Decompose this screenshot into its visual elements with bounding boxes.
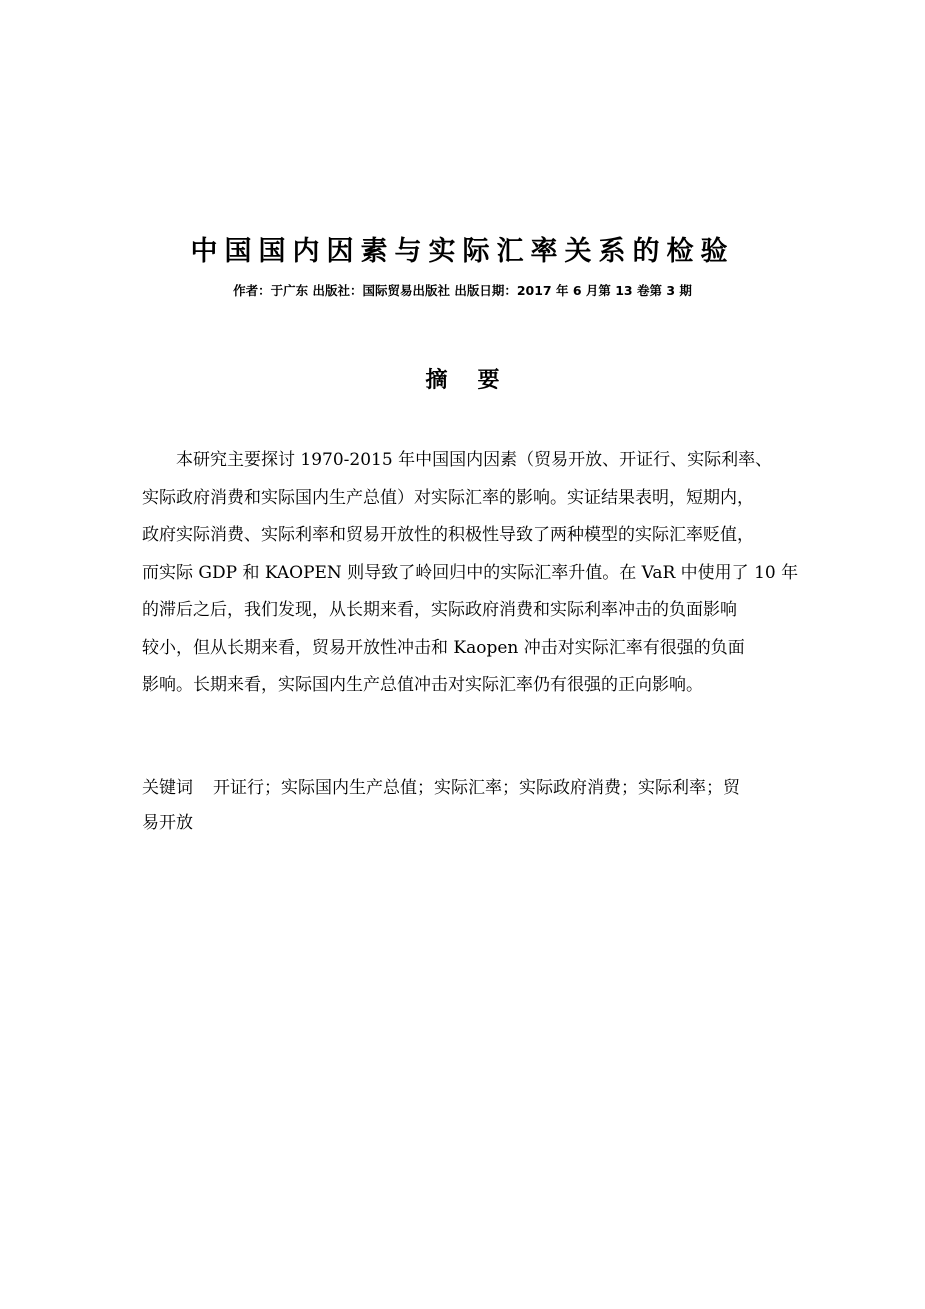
keywords-line-1 (142, 771, 802, 806)
publication-meta: 作者：于广东 出版社：国际贸易出版社 出版日期：2017 年 6 月第 13 卷第 3 期 (233, 283, 692, 298)
keywords-section (142, 771, 802, 841)
abstract-heading (0, 364, 925, 398)
abstract-heading-char-2: 要 (477, 368, 500, 393)
paper-title: 中国国内因素与实际汇率关系的检验 (190, 236, 735, 267)
keywords-text: 开证行；实际国内生产总值；实际汇率；实际政府消费；实际利率；贸 (213, 778, 740, 798)
abstract-line: 的滞后之后，我们发现，从长期来看，实际政府消费和实际利率冲击的负面影响 (142, 600, 737, 620)
keywords-line-2: 易开放 (142, 813, 193, 833)
abstract-line: 政府实际消费、实际利率和贸易开放性的积极性导致了两种模型的实际汇率贬值， (142, 525, 754, 545)
abstract-body (142, 442, 802, 705)
abstract-line: 较小，但从长期来看，贸易开放性冲击和 Kaopen 冲击对实际汇率有很强的负面 (142, 637, 745, 658)
abstract-line: 而实际 GDP 和 KAOPEN 则导致了岭回归中的实际汇率升值。在 VaR 中使用了 10 年 (142, 562, 799, 583)
abstract-heading-char-1: 摘 (425, 368, 448, 393)
abstract-line: 本研究主要探讨 1970-2015 年中国国内因素（贸易开放、开证行、实际利率、 (176, 450, 773, 470)
abstract-line: 影响。长期来看，实际国内生产总值冲击对实际汇率仍有很强的正向影响。 (142, 675, 703, 695)
keywords-label: 关键词 (142, 778, 193, 798)
abstract-line: 实际政府消费和实际国内生产总值）对实际汇率的影响。实证结果表明，短期内， (142, 487, 754, 508)
